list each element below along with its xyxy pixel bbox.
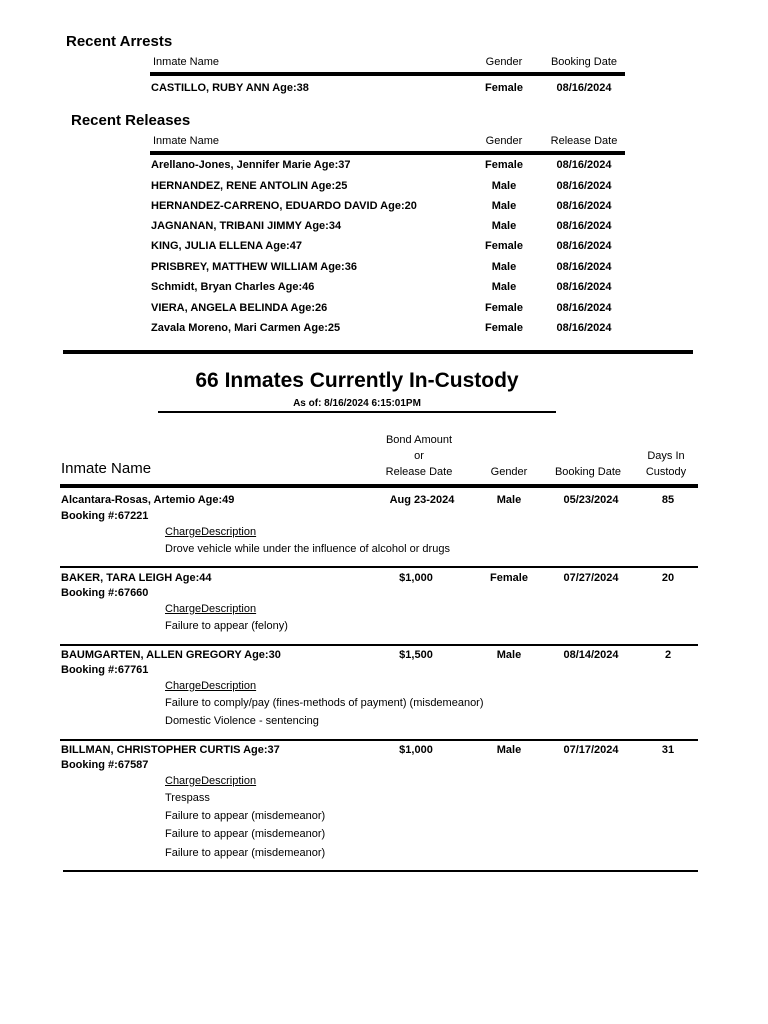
release-row-name: Zavala Moreno, Mari Carmen Age:25 — [151, 322, 341, 334]
inmate-gender: Female — [490, 572, 528, 584]
release-row-name: Arellano-Jones, Jennifer Marie Age:37 — [151, 159, 351, 171]
arrests-header-rule — [150, 72, 625, 76]
inmate-name: BAKER, TARA LEIGH Age:44 — [61, 572, 212, 584]
charge-item: Domestic Violence - sentencing — [165, 715, 319, 727]
header-booking-date: Booking Date — [554, 466, 622, 478]
releases-header-gender: Gender — [485, 135, 523, 147]
release-row-gender: Female — [485, 159, 523, 171]
charge-description-label: ChargeDescription — [165, 680, 257, 692]
release-row-date: 08/16/2024 — [556, 261, 612, 273]
inmate-gender: Male — [496, 494, 522, 506]
charge-item: Failure to appear (misdemeanor) — [165, 810, 326, 822]
arrests-header-gender: Gender — [485, 56, 523, 68]
arrest-row-date: 08/16/2024 — [556, 82, 612, 94]
as-of-timestamp: As of: 8/16/2024 6:15:01PM — [293, 398, 421, 409]
releases-header-name: Inmate Name — [153, 135, 220, 147]
charge-item: Trespass — [165, 792, 210, 804]
inmate-booking-number: Booking #:67761 — [61, 664, 149, 676]
release-row-date: 08/16/2024 — [556, 159, 612, 171]
inmate-bond: $1,000 — [399, 572, 433, 584]
release-row-name: VIERA, ANGELA BELINDA Age:26 — [151, 302, 328, 314]
inmate-name: BAUMGARTEN, ALLEN GREGORY Age:30 — [61, 649, 281, 661]
release-row-gender: Male — [491, 180, 517, 192]
arrest-row-gender: Female — [485, 82, 523, 94]
releases-header-date: Release Date — [550, 135, 618, 147]
header-bond-line1: Bond Amount — [385, 434, 453, 446]
arrests-header-date: Booking Date — [550, 56, 618, 68]
release-row-date: 08/16/2024 — [556, 240, 612, 252]
releases-header-rule — [150, 151, 625, 155]
release-row-date: 08/16/2024 — [556, 302, 612, 314]
inmate-gender: Male — [496, 649, 522, 661]
charge-description-label: ChargeDescription — [165, 603, 257, 615]
release-row-gender: Male — [491, 220, 517, 232]
header-bond — [372, 432, 466, 480]
inmate-bond: $1,500 — [399, 649, 433, 661]
release-row-date: 08/16/2024 — [556, 180, 612, 192]
section-divider — [63, 350, 693, 354]
release-row-date: 08/16/2024 — [556, 322, 612, 334]
inmate-booking-date: 05/23/2024 — [563, 494, 619, 506]
arrests-header-name: Inmate Name — [153, 56, 220, 68]
inmate-days: 85 — [661, 494, 675, 506]
release-row-gender: Female — [485, 322, 523, 334]
inmate-name: Alcantara-Rosas, Artemio Age:49 — [61, 494, 235, 506]
header-bond-line3: Release Date — [385, 466, 453, 478]
inmate-days: 2 — [664, 649, 672, 661]
release-row-gender: Male — [491, 200, 517, 212]
header-bond-line2: or — [414, 450, 424, 462]
release-row-name: PRISBREY, MATTHEW WILLIAM Age:36 — [151, 261, 357, 273]
release-row-gender: Female — [485, 240, 523, 252]
inmate-name: BILLMAN, CHRISTOPHER CURTIS Age:37 — [61, 744, 280, 756]
release-row-date: 08/16/2024 — [556, 220, 612, 232]
inmate-divider — [60, 739, 698, 741]
inmate-booking-date: 08/14/2024 — [563, 649, 619, 661]
inmate-bond: $1,000 — [399, 744, 433, 756]
charge-description-label: ChargeDescription — [165, 775, 257, 787]
release-row-date: 08/16/2024 — [556, 200, 612, 212]
inmate-booking-number: Booking #:67221 — [61, 510, 149, 522]
report-end-rule — [63, 870, 698, 872]
header-days-in-custody — [636, 448, 696, 480]
release-row-gender: Male — [491, 281, 517, 293]
arrest-row-name: CASTILLO, RUBY ANN Age:38 — [151, 82, 309, 94]
charge-description-label: ChargeDescription — [165, 526, 257, 538]
inmate-days: 20 — [661, 572, 675, 584]
custody-header-rule — [60, 484, 698, 488]
inmate-booking-date: 07/27/2024 — [563, 572, 619, 584]
header-days-line1: Days In — [647, 450, 685, 462]
release-row-name: JAGNANAN, TRIBANI JIMMY Age:34 — [151, 220, 342, 232]
charge-item: Failure to appear (misdemeanor) — [165, 847, 326, 859]
inmate-booking-number: Booking #:67587 — [61, 759, 149, 771]
inmate-booking-number: Booking #:67660 — [61, 587, 149, 599]
release-row-gender: Female — [485, 302, 523, 314]
release-row-name: KING, JULIA ELLENA Age:47 — [151, 240, 302, 252]
recent-arrests-title: Recent Arrests — [66, 33, 173, 50]
charge-item: Failure to appear (felony) — [165, 620, 288, 632]
inmate-bond: Aug 23-2024 — [389, 494, 455, 506]
release-row-name: Schmidt, Bryan Charles Age:46 — [151, 281, 315, 293]
header-gender: Gender — [490, 466, 528, 478]
charge-item: Drove vehicle while under the influence of alcohol or drugs — [165, 543, 450, 555]
custody-title: 66 Inmates Currently In-Custody — [195, 369, 519, 392]
inmate-divider — [60, 644, 698, 646]
charge-item: Failure to comply/pay (fines-methods of payment) (misdemeanor) — [165, 697, 484, 709]
recent-releases-title: Recent Releases — [71, 112, 191, 129]
inmate-gender: Male — [496, 744, 522, 756]
header-days-line2: Custody — [645, 466, 687, 478]
charge-item: Failure to appear (misdemeanor) — [165, 828, 326, 840]
release-row-gender: Male — [491, 261, 517, 273]
title-underline — [158, 411, 556, 413]
header-inmate-name: Inmate Name — [61, 460, 152, 477]
inmate-divider — [60, 566, 698, 568]
release-row-name: HERNANDEZ-CARRENO, EDUARDO DAVID Age:20 — [151, 200, 417, 212]
inmate-booking-date: 07/17/2024 — [563, 744, 619, 756]
release-row-date: 08/16/2024 — [556, 281, 612, 293]
release-row-name: HERNANDEZ, RENE ANTOLIN Age:25 — [151, 180, 348, 192]
inmate-days: 31 — [661, 744, 675, 756]
